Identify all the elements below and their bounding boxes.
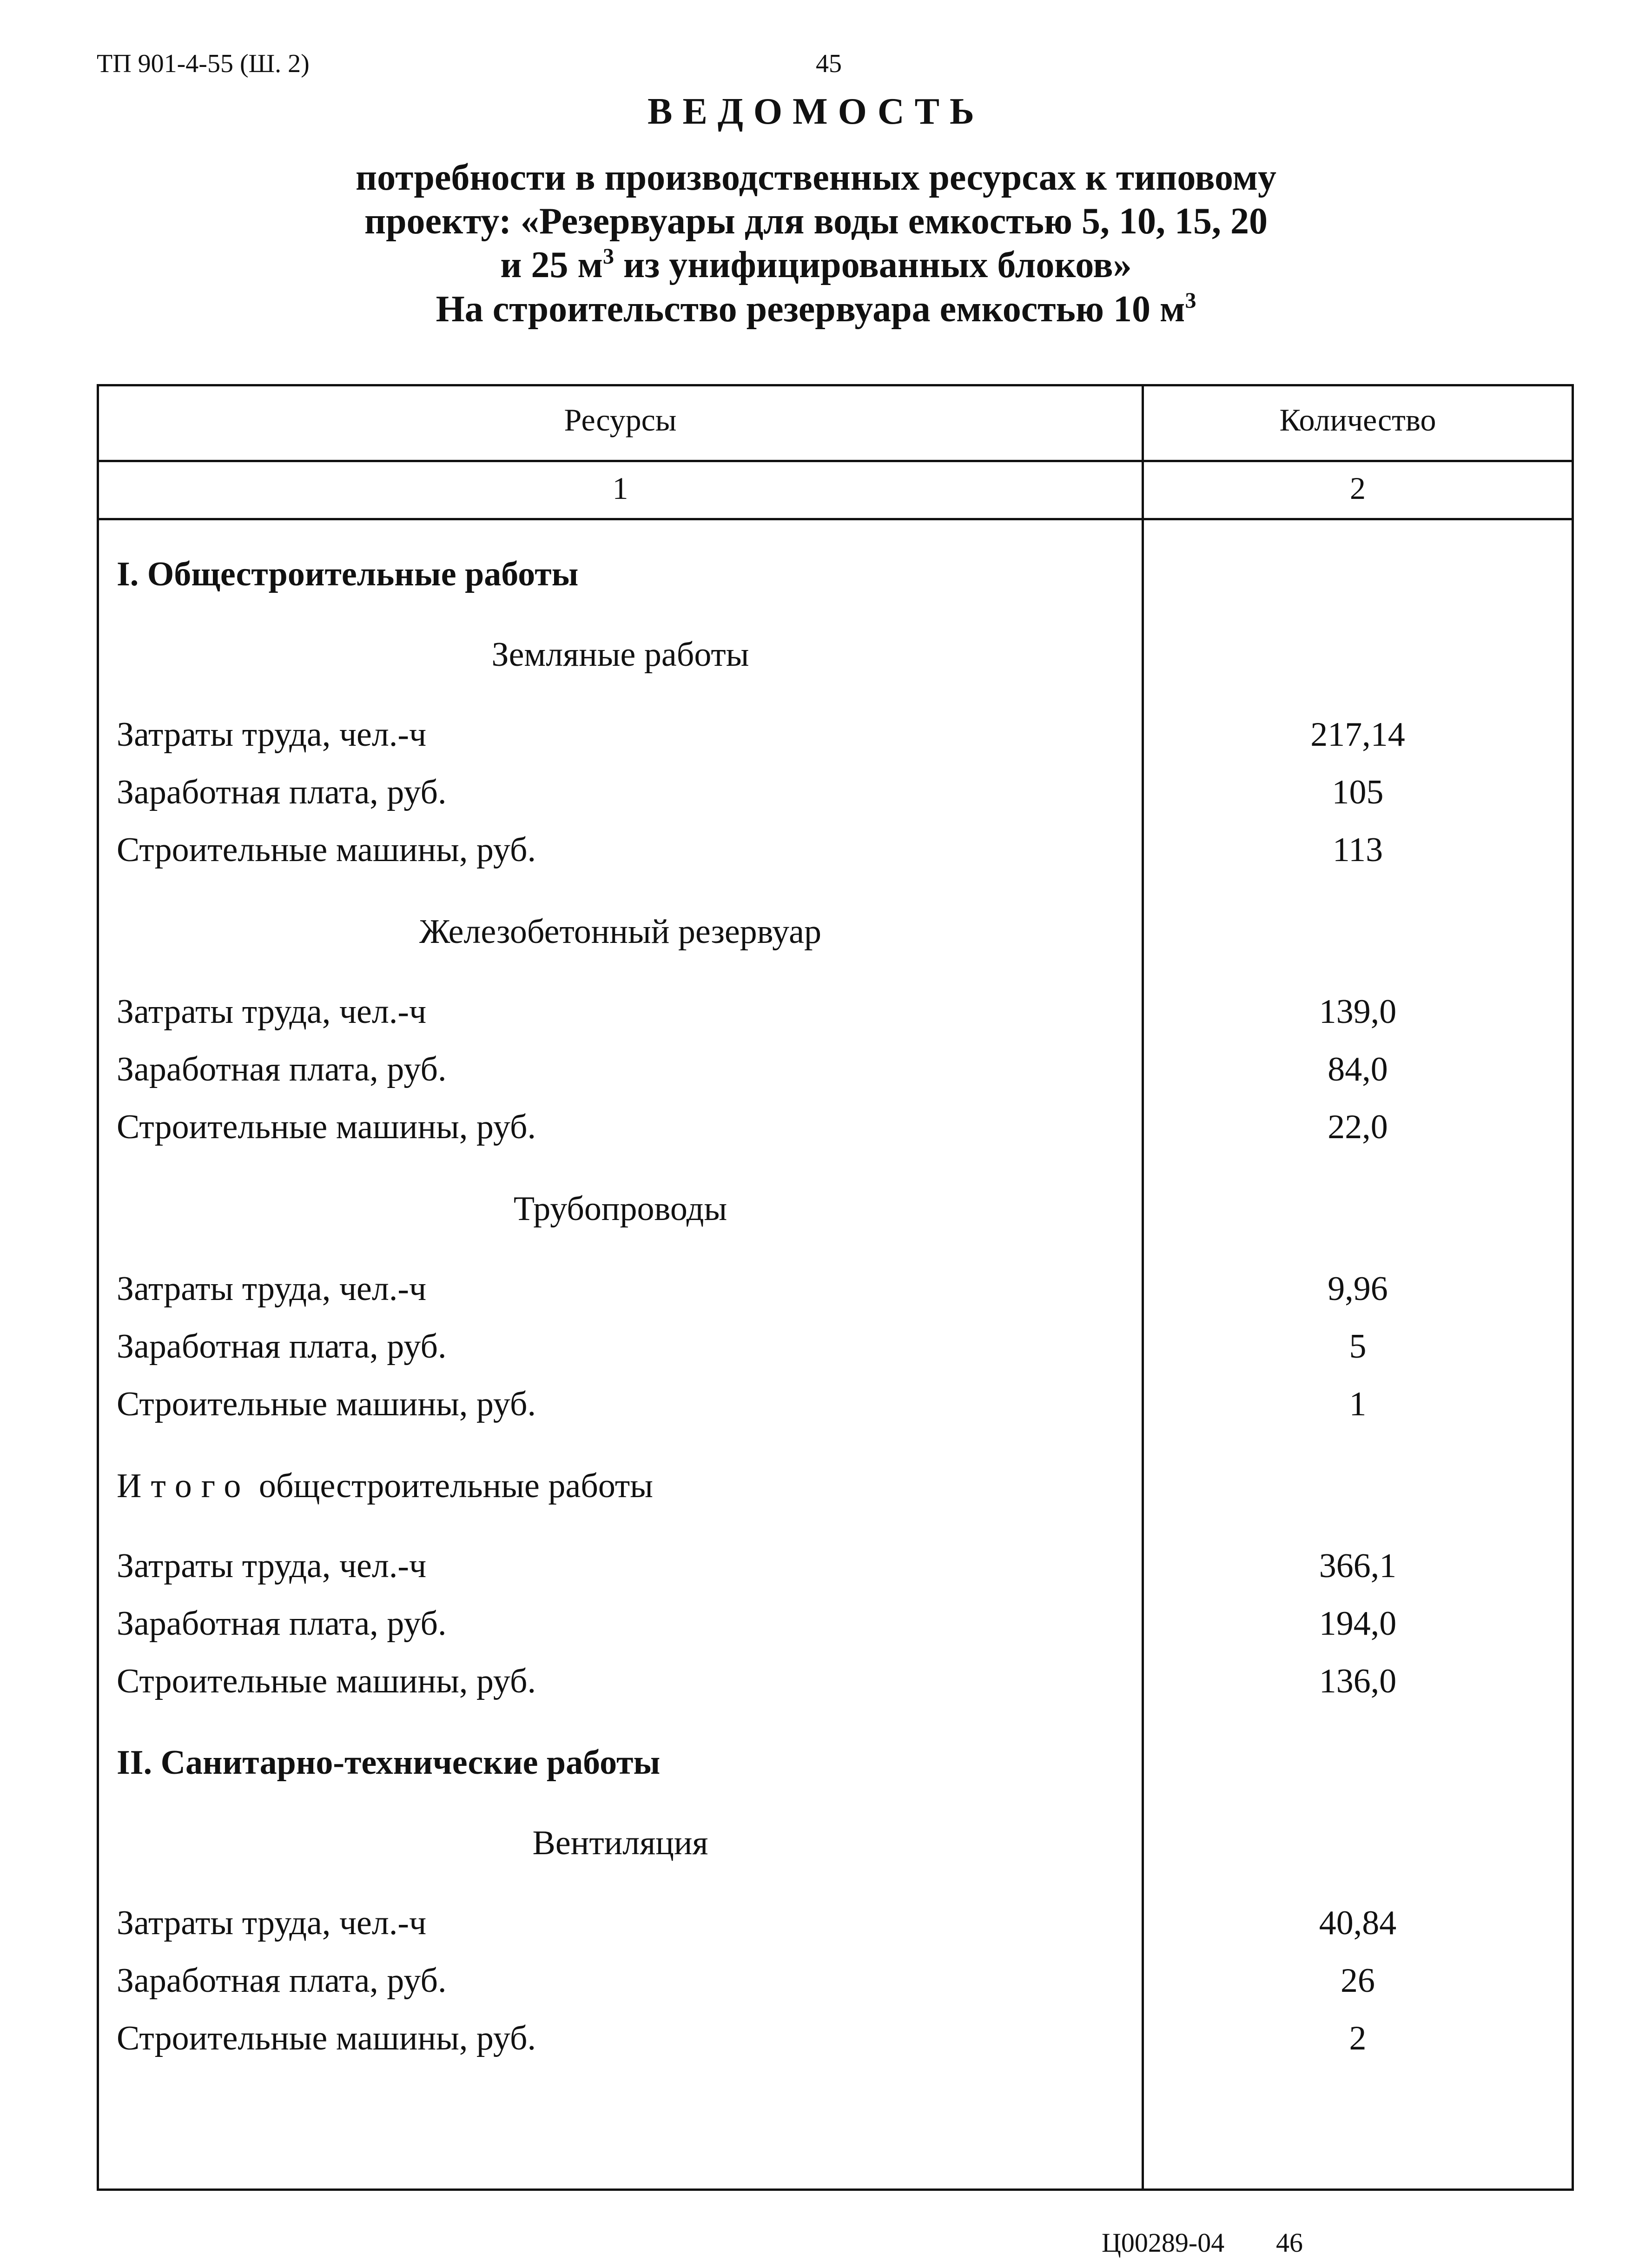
document-code: ТП 901-4-55 (Ш. 2) bbox=[97, 49, 310, 78]
column-header-quantity: Количество bbox=[1279, 402, 1436, 438]
total-title bbox=[117, 1466, 653, 1506]
column-header-resources: Ресурсы bbox=[564, 402, 677, 438]
row-value: 5 bbox=[1349, 1327, 1367, 1366]
subsection-title: Вентиляция bbox=[532, 1824, 708, 1862]
row-label: Затраты труда, чел.-ч bbox=[117, 1270, 427, 1308]
section-title: I. Общестроительные работы bbox=[117, 555, 579, 593]
row-label: Заработная плата, руб. bbox=[117, 1327, 447, 1366]
column-number-1: 1 bbox=[612, 471, 628, 506]
table-row bbox=[99, 2019, 1572, 2075]
table-row bbox=[99, 1385, 1572, 1440]
row-label: Строительные машины, руб. bbox=[117, 831, 536, 869]
row-label: Затраты труда, чел.-ч bbox=[117, 1547, 427, 1585]
table-row bbox=[99, 1269, 1572, 1325]
table-row bbox=[99, 1903, 1572, 1959]
table-row-subsection bbox=[99, 635, 1572, 691]
table-row-subsection bbox=[99, 912, 1572, 968]
table-row-subsection bbox=[99, 1189, 1572, 1245]
table-row bbox=[99, 773, 1572, 829]
section-title: II. Санитарно-технические работы bbox=[117, 1744, 661, 1782]
row-value: 217,14 bbox=[1310, 716, 1405, 754]
row-label: Заработная плата, руб. bbox=[117, 773, 447, 811]
row-value: 9,96 bbox=[1328, 1270, 1388, 1308]
subtitle-line-3-start: и 25 м bbox=[500, 245, 603, 285]
row-value: 22,0 bbox=[1328, 1108, 1388, 1146]
table-row bbox=[99, 1662, 1572, 1718]
table-row-section-heading bbox=[99, 1743, 1572, 1799]
subtitle-line-3-end: из унифицированных блоков» bbox=[614, 245, 1132, 285]
row-label: Строительные машины, руб. bbox=[117, 2019, 536, 2057]
subheading-text: На строительство резервуара емкостью 10 м bbox=[436, 289, 1185, 330]
row-label: Строительные машины, руб. bbox=[117, 1385, 536, 1423]
row-value: 40,84 bbox=[1319, 1904, 1397, 1942]
footer-document-code: Ц00289-04 bbox=[1102, 2228, 1225, 2258]
document-subheading bbox=[0, 288, 1632, 331]
table-row-section-heading bbox=[99, 555, 1572, 610]
footer-page-number: 46 bbox=[1276, 2228, 1303, 2258]
table-row bbox=[99, 715, 1572, 771]
row-label: Затраты труда, чел.-ч bbox=[117, 716, 427, 754]
row-value: 84,0 bbox=[1328, 1050, 1388, 1088]
table-row bbox=[99, 830, 1572, 886]
page-number: 45 bbox=[816, 49, 842, 78]
document-heading: ВЕДОМОСТЬ bbox=[648, 91, 984, 132]
row-label: Заработная плата, руб. bbox=[117, 1962, 447, 2000]
row-value: 1 bbox=[1349, 1385, 1367, 1423]
row-label: Строительные машины, руб. bbox=[117, 1108, 536, 1146]
row-label: Заработная плата, руб. bbox=[117, 1050, 447, 1088]
subsection-title: Железобетонный резервуар bbox=[419, 913, 821, 951]
column-number-divider bbox=[99, 518, 1572, 520]
row-value: 136,0 bbox=[1319, 1662, 1397, 1700]
table-row bbox=[99, 1107, 1572, 1163]
table-row bbox=[99, 1327, 1572, 1383]
row-value: 113 bbox=[1332, 831, 1383, 869]
row-value: 2 bbox=[1349, 2019, 1367, 2057]
subtitle-line-3 bbox=[0, 243, 1632, 287]
table-row bbox=[99, 992, 1572, 1048]
row-value: 26 bbox=[1341, 1962, 1375, 2000]
row-label: Заработная плата, руб. bbox=[117, 1605, 447, 1643]
row-label: Затраты труда, чел.-ч bbox=[117, 993, 427, 1031]
subtitle-line-2: проекту: «Резервуары для воды емкостью 5, 10, 15, 20 bbox=[364, 201, 1268, 242]
row-value: 105 bbox=[1332, 773, 1384, 811]
subsection-title: Земляные работы bbox=[491, 636, 749, 674]
header-divider bbox=[99, 460, 1572, 462]
row-label: Затраты труда, чел.-ч bbox=[117, 1904, 427, 1942]
total-prefix: Итого bbox=[117, 1467, 251, 1505]
table-row-total-heading bbox=[99, 1466, 1572, 1522]
superscript-3: 3 bbox=[603, 244, 614, 269]
table-row bbox=[99, 1604, 1572, 1660]
subheading-superscript: 3 bbox=[1185, 288, 1196, 313]
total-label: общестроительные работы bbox=[258, 1467, 653, 1505]
row-label: Строительные машины, руб. bbox=[117, 1662, 536, 1700]
table-row bbox=[99, 1050, 1572, 1106]
row-value: 194,0 bbox=[1319, 1605, 1397, 1643]
row-value: 139,0 bbox=[1319, 993, 1397, 1031]
subsection-title: Трубопроводы bbox=[513, 1190, 727, 1228]
resources-table bbox=[97, 384, 1574, 2191]
table-row-subsection bbox=[99, 1824, 1572, 1879]
row-value: 366,1 bbox=[1319, 1547, 1397, 1585]
table-row bbox=[99, 1546, 1572, 1602]
document-subtitle bbox=[0, 156, 1632, 287]
column-number-2: 2 bbox=[1350, 471, 1366, 506]
subtitle-line-1: потребности в производственных ресурсах к типовому bbox=[356, 157, 1276, 198]
table-row bbox=[99, 1961, 1572, 2017]
